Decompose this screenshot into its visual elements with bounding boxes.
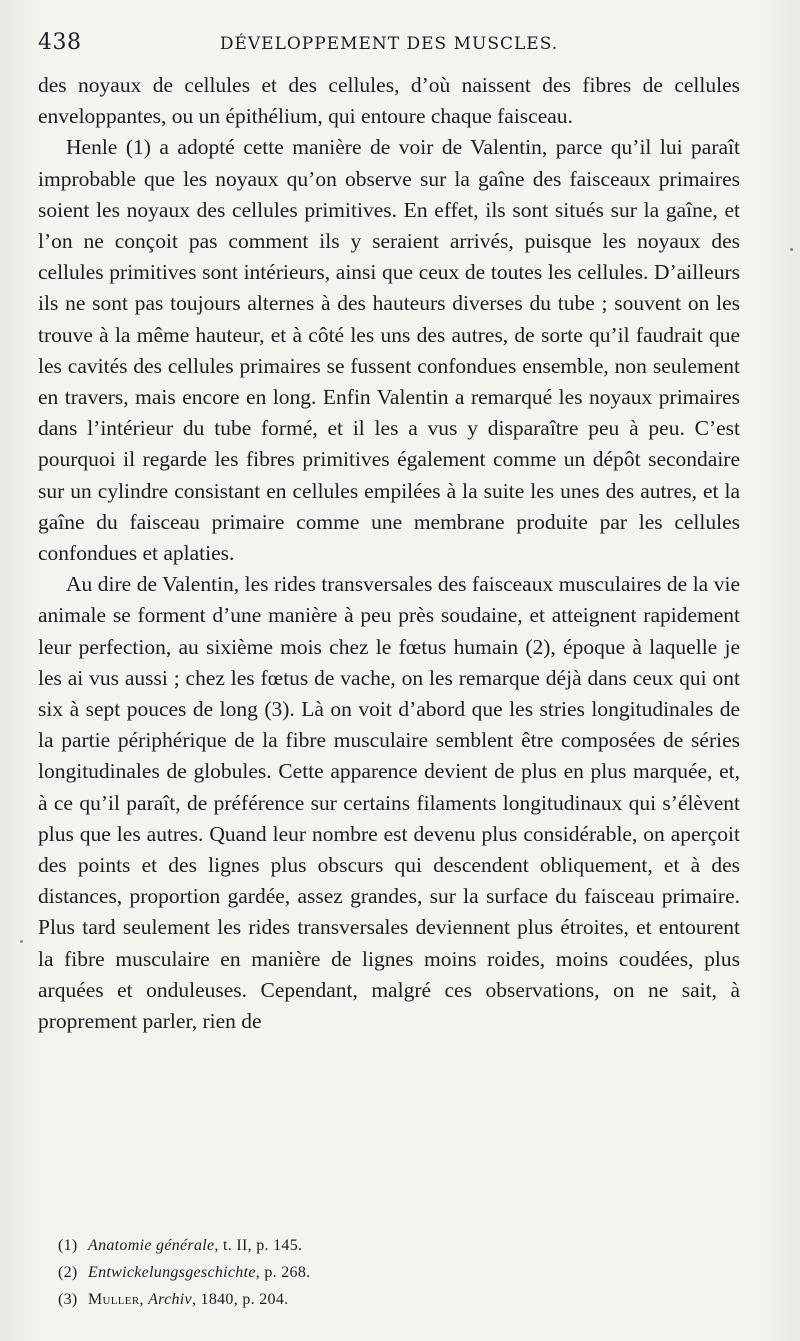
- footnote-number: (2): [58, 1264, 78, 1281]
- footnote-author: Muller,: [88, 1291, 144, 1308]
- paper-speck: [790, 248, 793, 251]
- footnote-rest: , 1840, p. 204.: [191, 1291, 289, 1308]
- footnote-3: [58, 1286, 758, 1313]
- footnotes: [58, 1232, 758, 1313]
- paragraph-henle: Henle (1) a adopté cette manière de voir de Valentin, parce qu’il lui paraît improbable que les noyaux qu’on observe sur la gaîne des faisceaux primaires soient les noyaux des cellules primitives. En effet, ils sont situés sur la gaîne, et l’on ne conçoit pas comment ils y seraient arrivés, puisque les noyaux des cellules primitives sont intérieurs, ainsi que ceux de toutes les cellules. D’ailleurs ils ne sont pas toujours alternes à des hauteurs diverses du tube ; souvent on les trouve à la même hauteur, et à côté les uns des autres, de sorte qu’il faudrait que les cavités des cellules primaires se fussent confondues ensemble, non seulement en travers, mais encore en long. Enfin Valentin a remarqué les noyaux primaires dans l’intérieur du tube formé, et il les a vus y disparaître peu à peu. C’est pourquoi il regarde les fibres primitives également comme un dépôt secondaire sur un cylindre consistant en cellules empilées à la suite les unes des autres, et la gaîne du faisceau primaire comme une membrane produite par les cellules confondues et aplaties.: [38, 135, 740, 566]
- paragraph-continuation: des noyaux de cellules et des cellules, d’où naissent des fibres de cellules enveloppantes, ou un épithélium, qui entoure chaque faisceau.: [38, 73, 740, 129]
- footnote-number: (1): [58, 1237, 78, 1254]
- running-head: [38, 30, 740, 70]
- paper-speck: [20, 940, 23, 943]
- page-number: 438: [38, 30, 82, 55]
- running-title: DÉVELOPPEMENT DES MUSCLES.: [219, 34, 559, 54]
- body-text: [38, 70, 740, 1037]
- footnote-number: (3): [58, 1291, 78, 1308]
- footnote-title: Entwickelungsgeschichte: [88, 1264, 256, 1281]
- footnote-title: Anatomie générale: [88, 1237, 215, 1254]
- footnote-rest: , t. II, p. 145.: [214, 1237, 303, 1254]
- footnote-1: [58, 1232, 758, 1259]
- footnote-2: [58, 1259, 758, 1286]
- footnote-rest: , p. 268.: [255, 1264, 311, 1281]
- footnote-title: Archiv: [148, 1291, 192, 1308]
- paragraph-valentin: Au dire de Valentin, les rides transversales des faisceaux musculaires de la vie animale se forment d’une manière à peu près soudaine, et atteignent rapidement leur perfection, au sixième mois chez le fœtus humain (2), époque à laquelle je les ai vus aussi ; chez les fœtus de vache, on les remarque déjà dans ceux qui ont six à sept pouces de long (3). Là on voit d’abord que les stries longitudinales de la partie périphérique de la fibre musculaire semblent être composées de séries longitudinales de globules. Cette apparence devient de plus en plus marquée, et, à ce qu’il paraît, de préférence sur certains filaments longitudinaux qui s’élèvent plus que les autres. Quand leur nombre est devenu plus considérable, on aperçoit des points et des lignes plus obscurs qui descendent obliquement, et à des distances, proportion gardée, assez grandes, sur la surface du faisceau primaire. Plus tard seulement les rides transversales deviennent plus étroites, et entourent la fibre musculaire en manière de lignes moins roides, moins coudées, plus arquées et onduleuses. Cependant, malgré ces observations, on ne sait, à proprement parler, rien de: [38, 572, 740, 1034]
